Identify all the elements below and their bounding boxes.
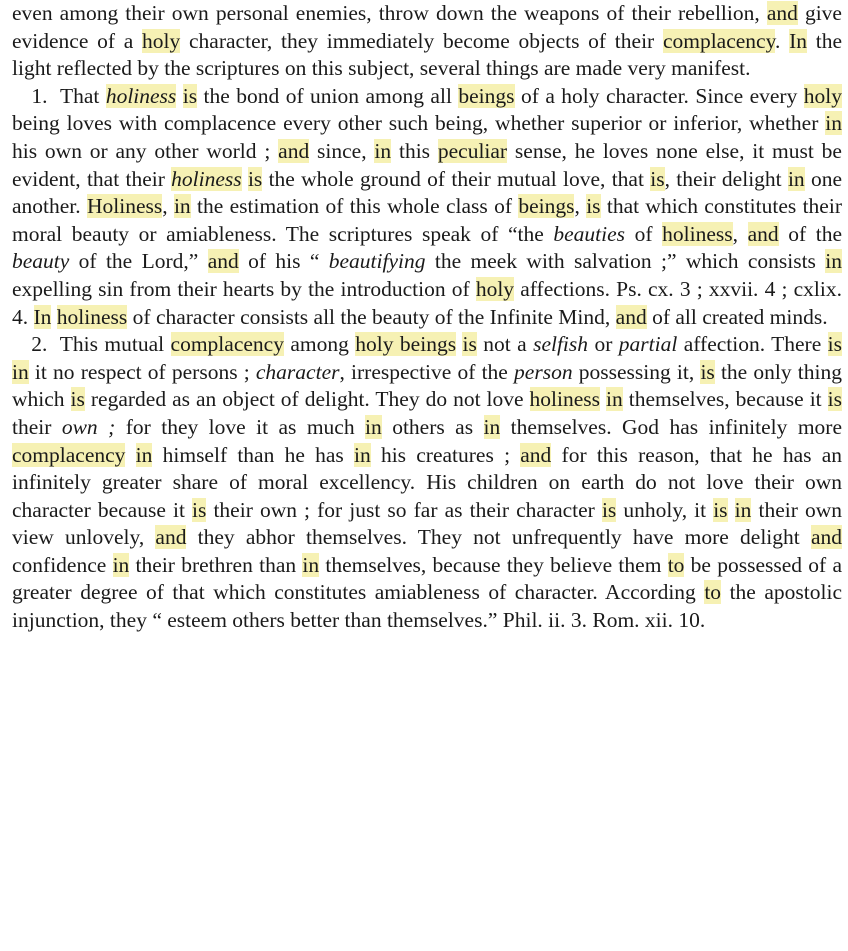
text-run: or — [588, 332, 619, 357]
text-run: among — [283, 332, 356, 357]
text-run: his creatures ; — [370, 442, 521, 467]
highlighted-word: holiness — [56, 304, 128, 329]
text-run: themselves, because it — [622, 387, 828, 412]
text-run: it no respect of persons ; — [28, 359, 256, 384]
text-run: of — [625, 221, 663, 246]
text-run: the whole ground of their mutual love, that — [262, 166, 651, 191]
text-run: they abhor themselves. They not unfrequently have more delight — [186, 525, 811, 550]
highlighted-word: in — [365, 414, 382, 439]
text-run: of the — [778, 221, 842, 246]
highlighted-word: in — [787, 166, 805, 191]
highlighted-word: and — [155, 525, 187, 550]
text-run: unholy, it — [616, 497, 714, 522]
highlighted-word: complacency — [12, 442, 126, 467]
italic-word: character — [255, 359, 340, 384]
text-run: their own view unlovely, — [12, 497, 842, 550]
text-run: of character consists all the beauty of the Infinite Mind, — [127, 304, 616, 329]
highlighted-word: in — [302, 552, 320, 577]
italic-word: beauty — [12, 249, 70, 274]
text-run: sense, he loves none else, it must be evident, that their — [12, 138, 842, 191]
text-run: one another. — [12, 166, 843, 219]
highlighted-word: holy beings — [355, 332, 457, 357]
text-run: regarded as an object of delight. They do not love — [84, 387, 530, 412]
text-run: the estimation of this whole class of — [190, 194, 519, 219]
italic-word: beauties — [553, 221, 626, 246]
text-run: the only thing which — [12, 359, 843, 412]
highlighted-word: to — [704, 580, 722, 605]
highlighted-word: to — [667, 552, 685, 577]
highlighted-word: is — [650, 166, 665, 191]
highlighted-word: is — [462, 332, 477, 357]
highlighted-word: peculiar — [437, 138, 508, 163]
highlighted-word: in — [825, 111, 842, 136]
text-run: of a holy character. Since every — [514, 83, 804, 108]
text-run: 1. That — [12, 83, 106, 108]
text-run: their brethren than — [129, 552, 303, 577]
text-run — [125, 443, 135, 467]
text-run: this — [391, 138, 438, 163]
text-run: themselves. God has infinitely more — [500, 414, 842, 439]
italic-word: selfish — [533, 332, 589, 357]
text-run: for they love it as much — [115, 414, 366, 439]
text-run: confidence — [12, 552, 113, 577]
highlighted-word: in — [112, 552, 130, 577]
text-run: their own ; for just so far as their character — [206, 497, 602, 522]
highlighted-word: is — [247, 166, 263, 191]
highlighted-word: is — [827, 387, 842, 412]
text-run: others as — [381, 414, 484, 439]
highlighted-word: in — [606, 387, 623, 412]
text-run: his own or any other world ; — [12, 138, 279, 163]
highlighted-word: in — [734, 497, 752, 522]
highlighted-word: In — [789, 28, 807, 53]
text-run: . — [774, 28, 790, 53]
text-run — [242, 167, 248, 191]
highlighted-word: and — [747, 221, 779, 246]
text-run: themselves, because they believe them — [319, 552, 668, 577]
text-run: affection. There — [677, 332, 828, 357]
text-run: be possessed of a greater degree of that which constitutes amiableness of character. According — [12, 552, 842, 605]
highlighted-word: beings — [518, 194, 575, 219]
paragraph-point-1 — [12, 83, 842, 331]
text-run: since, — [309, 138, 375, 163]
text-run: himself than he has — [152, 442, 354, 467]
highlighted-word: in — [374, 138, 392, 163]
highlighted-italic-word: holiness — [105, 83, 177, 108]
text-run: possessing it, — [572, 359, 701, 384]
highlighted-word: In — [33, 304, 52, 329]
text-run: being loves with complacence every other such being, whether superior or inferior, whether — [12, 111, 826, 136]
text-run: , irrespective of the — [339, 359, 515, 384]
highlighted-word: beings — [458, 83, 515, 108]
text-run — [51, 305, 56, 329]
text-run: of all created minds. — [646, 304, 828, 329]
highlighted-word: Holiness — [86, 194, 163, 219]
text-run: , — [162, 194, 174, 219]
paragraph-point-2 — [12, 331, 842, 635]
highlighted-word: and — [278, 138, 310, 163]
highlighted-word: holy — [142, 28, 181, 53]
text-run: even among their own personal enemies, throw down the weapons of their rebellion, — [12, 1, 767, 25]
highlighted-word: and — [520, 442, 552, 467]
highlighted-word: complacency — [170, 332, 284, 357]
text-run: their — [12, 414, 62, 439]
text-run: , — [574, 194, 587, 219]
text-run: expelling sin from their hearts by the introduction of — [12, 276, 476, 301]
highlighted-word: in — [825, 249, 843, 274]
highlighted-word: is — [827, 332, 842, 357]
text-run — [728, 498, 735, 522]
text-run: the meek with salvation ;” which consists — [425, 249, 826, 274]
italic-word: person — [514, 359, 573, 384]
text-run: of the Lord,” — [69, 249, 208, 274]
text-run — [176, 84, 182, 108]
highlighted-word: is — [192, 497, 207, 522]
text-run: not a — [476, 332, 534, 357]
highlighted-italic-word: holiness — [171, 166, 242, 191]
highlighted-word: is — [182, 83, 198, 108]
highlighted-word: in — [173, 194, 191, 219]
highlighted-word: in — [12, 359, 29, 384]
highlighted-word: in — [353, 442, 371, 467]
text-run: character, they immediately become objects of their — [180, 28, 663, 53]
text-run: that which constitutes their moral beauty or amiableness. The scriptures speak of “the — [12, 194, 842, 246]
highlighted-word: in — [135, 442, 153, 467]
highlighted-word: and — [766, 1, 798, 25]
text-run: the bond of union among all — [197, 83, 459, 108]
text-run: give evidence of a — [12, 1, 842, 53]
highlighted-word: is — [700, 359, 715, 384]
highlighted-word: is — [586, 194, 601, 219]
highlighted-word: complacency — [662, 28, 775, 53]
text-run: the light reflected by the scriptures on this subject, several things are made very manifest. — [12, 28, 842, 81]
text-run: , their delight — [664, 166, 788, 191]
paragraph-intro — [12, 0, 842, 83]
text-run: , — [732, 221, 748, 246]
italic-word: partial — [618, 332, 678, 357]
highlighted-word: holy — [803, 83, 843, 108]
text-run: of his “ — [238, 249, 329, 274]
text-run: affections. Ps. cx. 3 ; xxvii. 4 ; cxlix. 4. — [12, 276, 842, 329]
italic-word: beautifying — [328, 249, 426, 274]
highlighted-word: holiness — [529, 387, 601, 412]
highlighted-word: is — [601, 497, 617, 522]
text-run: the apostolic injunction, they “ esteem others better than themselves.” Phil. ii. 3. Rom. xii. 10. — [12, 580, 842, 633]
highlighted-word: is — [70, 387, 85, 412]
highlighted-word: holiness — [662, 221, 733, 246]
highlighted-word: in — [483, 414, 501, 439]
highlighted-word: and — [810, 525, 842, 550]
highlighted-word: and — [207, 249, 239, 274]
text-run: 2. This mutual — [12, 332, 171, 357]
text-run: for this reason, that he has an infinitely greater share of moral excellency. His children on earth do not love their own character because it — [12, 442, 842, 522]
italic-word: own ; — [61, 414, 116, 439]
highlighted-word: holy — [475, 276, 515, 301]
highlighted-word: is — [713, 497, 728, 522]
highlighted-word: and — [615, 304, 647, 329]
